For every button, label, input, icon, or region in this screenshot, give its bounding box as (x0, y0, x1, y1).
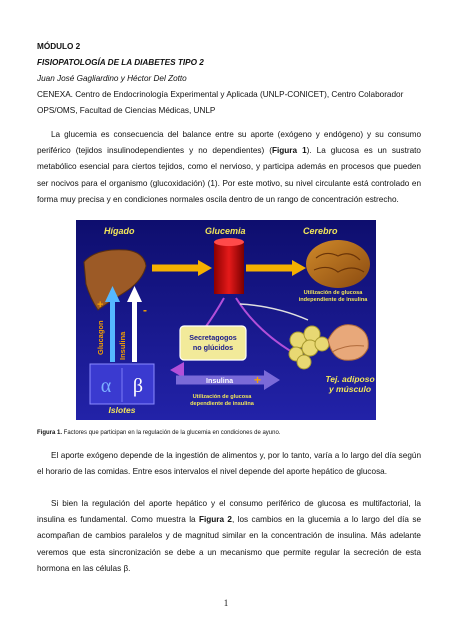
figure-2-reference: Figura 2 (198, 515, 232, 525)
beta-cell-symbol: β (132, 375, 144, 397)
brain-label: Cerebro (303, 226, 338, 236)
paragraph-2: El aporte exógeno depende de la ingestión de alimentos y, por lo tanto, varía a lo largo del día según el horario de las comidas. Entre esos intervalos el nivel depende del aporte hepático de glucosa. (37, 451, 421, 477)
secretagogues-line-2: no glúcidos (192, 343, 234, 352)
module-heading: MÓDULO 2 (37, 42, 81, 51)
affiliation-line-2: OPS/OMS, Facultad de Ciencias Médicas, UNLP (37, 106, 216, 115)
figure-1-reference: Figura 1 (272, 146, 307, 156)
document-title: FISIOPATOLOGÍA DE LA DIABETES TIPO 2 (37, 58, 204, 67)
paragraph-1: La glucemia es consecuencia del balance entre su aporte (exógeno y endógeno) y su consumo periférico (tejidos insulinodependientes y no dependientes) (Figura 1). La glucosa es un sustrato metabólico esencial para ciertos tejidos, como el nervioso, y participa además en procesos que pueden ser nocivos para el organismo (glucoxidación) (1). Por este motivo, su nivel circulante está controlado en forma muy precisa y en condiciones normales oscila dentro de un rango de concentración estrecho. (37, 130, 421, 204)
glucagon-label: Glucagon (96, 320, 105, 355)
insulin-vertical-arrow-shaft (132, 300, 137, 362)
figure-1-diagram (76, 220, 376, 420)
paragraph-3: Si bien la regulación del aporte hepático y el consumo periférico de glucosa es multifactorial, la insulina es fundamental. Como muestra la Figura 2, los cambios en la glucemia a lo largo del día se acompañan de cambios paralelos y de magnitud similar en la concentración de insulina. Más adelante veremos que esta sincronización se debe a un mecanismo que permite regular la secreción de esta hormona en las células β. (37, 499, 421, 573)
brain-note-line-2: independiente de insulina (298, 297, 368, 303)
insulin-arrow-sign: + (254, 373, 262, 387)
secretagogues-line-1: Secretagogos (189, 333, 237, 342)
dependent-note-line-1: Utilización de glucosa (192, 394, 252, 400)
glycemia-cylinder-top (214, 238, 244, 246)
alpha-cell-symbol: α (100, 375, 112, 397)
affiliation-line-1: CENEXA. Centro de Endocrinología Experimental y Aplicada (UNLP-CONICET), Centro Colaborador (37, 90, 404, 99)
glucagon-arrow-shaft (110, 300, 115, 362)
dependent-note-line-2: dependiente de insulina (190, 401, 254, 407)
brain-shape (306, 240, 370, 288)
tissue-label-line-1: Tej. adiposo (325, 374, 375, 384)
insulin-vertical-sign: - (143, 303, 147, 317)
page-number: 1 (223, 598, 229, 608)
figure-1-caption: Figura 1. Factores que participan en la regulación de la glucemia en condiciones de ayuno. (37, 430, 281, 436)
liver-label: Hígado (104, 226, 135, 236)
brain-note-line-1: Utilización de glucosa (303, 290, 363, 296)
insulin-vertical-label: Insulina (118, 331, 127, 360)
glucagon-sign: + (97, 299, 104, 311)
glycemia-cylinder (214, 242, 244, 294)
glycemia-label: Glucemia (205, 226, 246, 236)
tissue-label-line-2: y músculo (328, 384, 372, 394)
insulin-arrow-label: Insulina (206, 376, 234, 385)
authors: Juan José Gagliardino y Héctor Del Zotto (37, 74, 187, 83)
islets-label: Islotes (108, 405, 136, 415)
